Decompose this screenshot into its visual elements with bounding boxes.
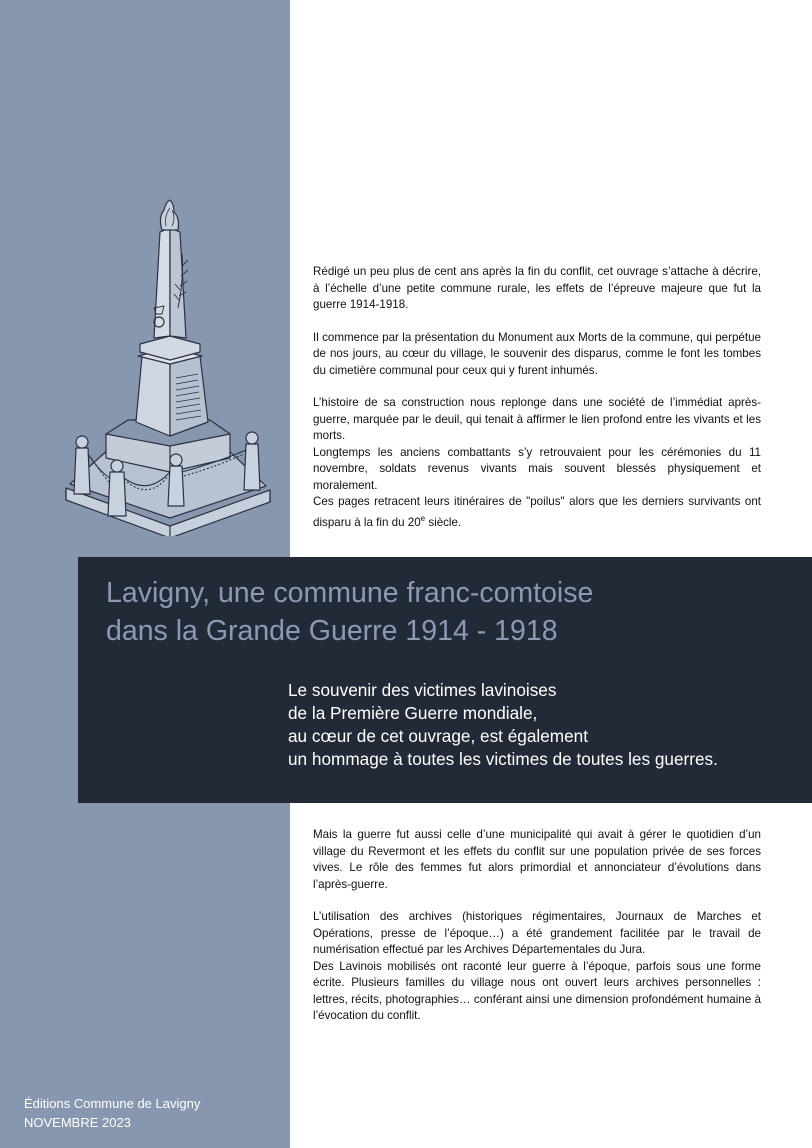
- book-subtitle-line: au cœur de cet ouvrage, est également: [288, 726, 588, 746]
- intro-paragraph-text: Ces pages retracent leurs itinéraires de "poilus" alors que les derniers survivants ont disparu à la fin du 20: [313, 495, 761, 529]
- publisher-name: Éditions Commune de Lavigny: [24, 1096, 201, 1111]
- publisher-footer: [24, 1094, 200, 1132]
- outro-paragraph: L’utilisation des archives (historiques régimentaires, Journaux de Marches et Opérations, presse de l’époque…) a été grandement facilitée par le travail de numérisation effectué par les Archives Départementales du Jura.: [313, 910, 761, 956]
- book-title-line: dans la Grande Guerre 1914 - 1918: [106, 615, 558, 647]
- outro-text: [313, 827, 761, 1025]
- book-subtitle-line: un hommage à toutes les victimes de toutes les guerres.: [288, 749, 718, 769]
- intro-paragraph-end: siècle.: [425, 515, 462, 529]
- intro-paragraph: [313, 494, 761, 531]
- book-title: [106, 574, 593, 650]
- publication-date: NOVEMBRE 2023: [24, 1115, 131, 1130]
- book-subtitle-line: Le souvenir des victimes lavinoises: [288, 680, 557, 700]
- intro-paragraph: Longtemps les anciens combattants s’y retrouvaient pour les cérémonies du 11 novembre, soldats revenus vivants mais souvent blessés physiquement et moralement.: [313, 445, 761, 492]
- book-subtitle: [288, 679, 718, 771]
- intro-paragraph: Rédigé un peu plus de cent ans après la fin du conflit, cet ouvrage s’attache à décrire, à l’échelle d’une petite commune rurale, les effets de l’épreuve majeure que fut la guerre 1914-1918.: [313, 265, 761, 311]
- outro-paragraph: Des Lavinois mobilisés ont raconté leur guerre à l’époque, parfois sous une forme écrite. Plusieurs familles du village nous ont ouvert leurs archives personnelles : lettres, récits, photographies… conférant ainsi une dimension profondément humaine à l’évocation du conflit.: [313, 959, 761, 1022]
- outro-paragraph: Mais la guerre fut aussi celle d’une municipalité qui avait à gérer le quotidien d’un village du Revermont et les effets du conflit sur une population privée de ses forces vives. Le rôle des femmes fut alors primordial et annonciateur d’évolutions dans l’après-guerre.: [313, 828, 761, 891]
- book-title-line: Lavigny, une commune franc-comtoise: [106, 577, 594, 609]
- intro-paragraph: Il commence par la présentation du Monument aux Morts de la commune, qui perpétue de nos jours, au cœur du village, le souvenir des disparus, comme le font les tombes du cimetière communal pour ceux qui y furent inhumés.: [313, 330, 761, 377]
- book-subtitle-line: de la Première Guerre mondiale,: [288, 703, 538, 723]
- title-banner: [78, 557, 812, 803]
- war-memorial-monument-icon: [58, 196, 278, 536]
- century-superscript: e: [420, 513, 426, 523]
- intro-text: [313, 264, 761, 531]
- intro-paragraph: L’histoire de sa construction nous replonge dans une société de l’immédiat après-guerre, marquée par le deuil, qui tenait à affirmer le lien profond entre les vivants et les morts.: [313, 396, 761, 442]
